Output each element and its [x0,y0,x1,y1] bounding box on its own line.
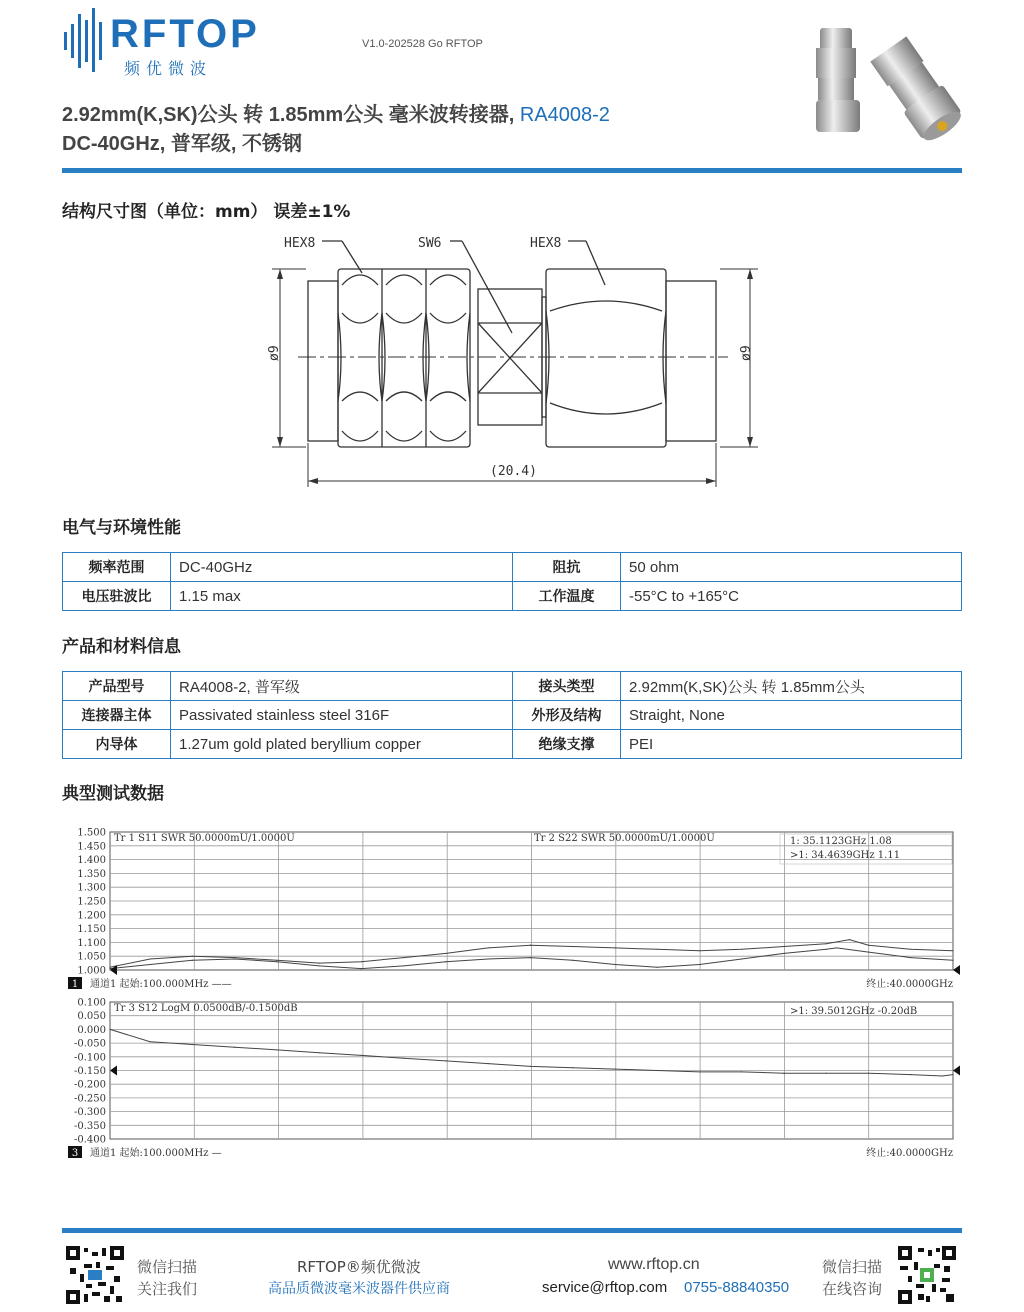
label-length: (20.4) [490,464,537,479]
data-point [445,961,446,962]
data-point [319,965,320,966]
dimension-drawing [250,225,770,495]
data-point [783,1073,784,1074]
spec-value: PEI [621,730,962,759]
spec-value: DC-40GHz [171,553,513,582]
data-point [319,963,320,964]
data-point [657,1070,658,1071]
label-dia-left: ø9 [267,345,282,361]
footer-divider [62,1228,962,1233]
marker-readout: >1: 34.4639GHz 1.11 [790,850,901,861]
table-row [63,701,962,730]
data-point [109,1029,110,1030]
product-title-line2: DC-40GHz, 普军级, 不锈钢 [62,133,303,155]
y-tick-label: 1.350 [77,868,106,880]
y-tick-label: -0.200 [73,1079,106,1091]
y-tick-label: 1.450 [77,841,106,853]
spec-value: -55°C to +165°C [621,582,962,611]
data-point [192,956,193,957]
table-row [63,730,962,759]
logo-text: RFTOP [110,12,260,56]
data-point [403,957,404,958]
test-data-chart [60,818,965,1163]
qr-left-text-1: 微信扫描 [137,1258,198,1276]
data-point [910,957,911,958]
footer-website[interactable]: www.rftop.cn [608,1256,700,1273]
spec-value: RA4008-2, 普军级 [171,672,513,701]
spec-value: 50 ohm [621,553,962,582]
electrical-table [62,552,962,611]
qr-right-text-2: 在线咨询 [822,1280,883,1298]
data-point [361,968,362,969]
label-hex-right: HEX8 [530,236,562,251]
table-row [63,582,962,611]
data-point [836,947,837,948]
data-point [849,939,850,940]
data-point [699,950,700,951]
trace-label: Tr 1 S11 SWR 50.0000mU/1.0000U [114,833,295,844]
y-tick-label: 1.200 [77,910,106,922]
spec-value: 1.27um gold plated beryllium copper [171,730,513,759]
y-tick-label: 1.100 [77,937,106,949]
version-text: V1.0-202528 Go RFTOP [362,38,483,50]
y-tick-label: 0.100 [77,997,106,1009]
data-point [276,1049,277,1050]
y-tick-label: -0.150 [73,1066,106,1077]
spec-key: 频率范围 [63,553,171,582]
company-logo [62,8,272,76]
spec-key: 产品型号 [63,672,171,701]
data-point [614,1069,615,1070]
data-point [150,1041,151,1042]
y-tick-label: 1.300 [77,882,106,894]
channel-number: 1 [71,979,79,990]
marker-readout: 1: 35.1123GHz 1.08 [790,836,892,847]
data-point [150,958,151,959]
section-heading-electrical: 电气与环境性能 [62,518,181,538]
chart-footer-right: 终止:40.0000GHz [866,979,953,990]
footer-phone: 0755-88840350 [684,1279,790,1296]
data-point [234,957,235,958]
spec-key: 阻抗 [513,553,621,582]
spec-value: Passivated stainless steel 316F [171,701,513,730]
qr-left-text-2: 关注我们 [137,1280,198,1298]
y-tick-label: 1.400 [77,855,106,867]
data-point [868,945,869,946]
table-row [63,672,962,701]
data-point [403,1058,404,1059]
data-point [530,957,531,958]
y-tick-label: -0.350 [73,1120,106,1132]
data-point [942,1075,943,1076]
data-point [361,961,362,962]
data-point [952,950,953,951]
data-point [741,1071,742,1072]
y-tick-label: 1.050 [77,951,106,963]
data-point [614,947,615,948]
header-divider [62,168,962,173]
section-heading-drawing: 结构尺寸图（单位：mm） 误差±1% [62,202,351,222]
spec-key: 绝缘支撑 [513,730,621,759]
data-point [234,1047,235,1048]
data-point [657,967,658,968]
spec-key: 连接器主体 [63,701,171,730]
data-point [614,964,615,965]
data-point [826,949,827,950]
y-tick-label: -0.100 [73,1052,106,1064]
spec-value: 2.92mm(K,SK)公头 转 1.85mm公头 [621,672,962,701]
data-point [361,1055,362,1056]
data-point [741,949,742,950]
data-point [276,960,277,961]
data-point [657,949,658,950]
spec-value: 1.15 max [171,582,513,611]
logo-subtitle: 频优微波 [124,59,213,78]
data-point [276,961,277,962]
y-tick-label: 1.000 [77,965,106,977]
data-point [952,1074,953,1075]
spec-key: 工作温度 [513,582,621,611]
reference-marker [953,965,960,975]
data-point [109,967,110,968]
y-tick-label: -0.400 [73,1134,106,1146]
qr-right-text-1: 微信扫描 [822,1258,883,1276]
data-point [910,949,911,950]
y-tick-label: 0.000 [77,1024,106,1036]
footer-email[interactable]: service@rftop.com [542,1279,668,1296]
data-point [868,1073,869,1074]
reference-marker [953,1066,960,1076]
data-point [234,958,235,959]
model-number: RA4008-2 [519,104,610,126]
logo-bars-icon [62,8,112,76]
data-point [150,964,151,965]
y-tick-label: 1.500 [77,827,106,839]
label-dia-right: ø9 [739,345,754,361]
data-point [530,1066,531,1067]
data-point [530,945,531,946]
data-point [910,1074,911,1075]
chart-footer-left: 通道1 起始:100.000MHz —— [90,979,232,990]
channel-number: 3 [71,1148,79,1159]
data-point [109,968,110,969]
label-sw: SW6 [418,236,442,251]
data-point [783,953,784,954]
spec-key: 内导体 [63,730,171,759]
trace-label: Tr 2 S22 SWR 50.0000mU/1.0000U [534,833,715,844]
adapter-product-image [802,20,972,145]
data-point [445,1060,446,1061]
y-tick-label: -0.250 [73,1093,106,1105]
data-point [192,1044,193,1045]
data-point [192,960,193,961]
y-tick-label: -0.050 [73,1038,106,1050]
product-title-line1 [62,98,610,127]
data-point [699,964,700,965]
title-prefix: 2.92mm(K,SK)公头 转 1.85mm公头 毫米波转接器, [62,104,520,126]
data-point [826,943,827,944]
label-hex-left: HEX8 [284,236,316,251]
qr-code-follow-icon [66,1246,124,1304]
y-tick-label: 0.050 [77,1011,106,1023]
spec-value: Straight, None [621,701,962,730]
section-heading-product: 产品和材料信息 [62,637,181,657]
data-point [488,1063,489,1064]
data-point [741,958,742,959]
footer-brand: RFTOP®频优微波 [297,1258,421,1276]
chart-footer-right: 终止:40.0000GHz [866,1148,953,1159]
spec-key: 接头类型 [513,672,621,701]
data-point [445,953,446,954]
data-point [868,951,869,952]
spec-key: 电压驻波比 [63,582,171,611]
data-point [403,965,404,966]
marker-readout: >1: 39.5012GHz -0.20dB [790,1006,918,1017]
section-heading-test: 典型测试数据 [62,784,164,804]
data-point [783,946,784,947]
data-point [488,958,489,959]
table-row [63,553,962,582]
data-point [319,1052,320,1053]
data-point [572,960,573,961]
footer-slogan: 高品质微波毫米波器件供应商 [268,1281,450,1297]
trace-label: Tr 3 S12 LogM 0.0500dB/-0.1500dB [114,1003,298,1014]
data-point [488,947,489,948]
data-point [952,960,953,961]
data-point [826,1073,827,1074]
product-table [62,671,962,759]
y-tick-label: -0.300 [73,1107,106,1119]
chart-footer-left: 通道1 起始:100.000MHz — [90,1148,222,1159]
qr-code-consult-icon [898,1246,956,1304]
y-tick-label: 1.150 [77,924,106,936]
data-point [699,1071,700,1072]
y-tick-label: 1.250 [77,896,106,908]
spec-key: 外形及结构 [513,701,621,730]
data-point [572,946,573,947]
data-point [572,1067,573,1068]
